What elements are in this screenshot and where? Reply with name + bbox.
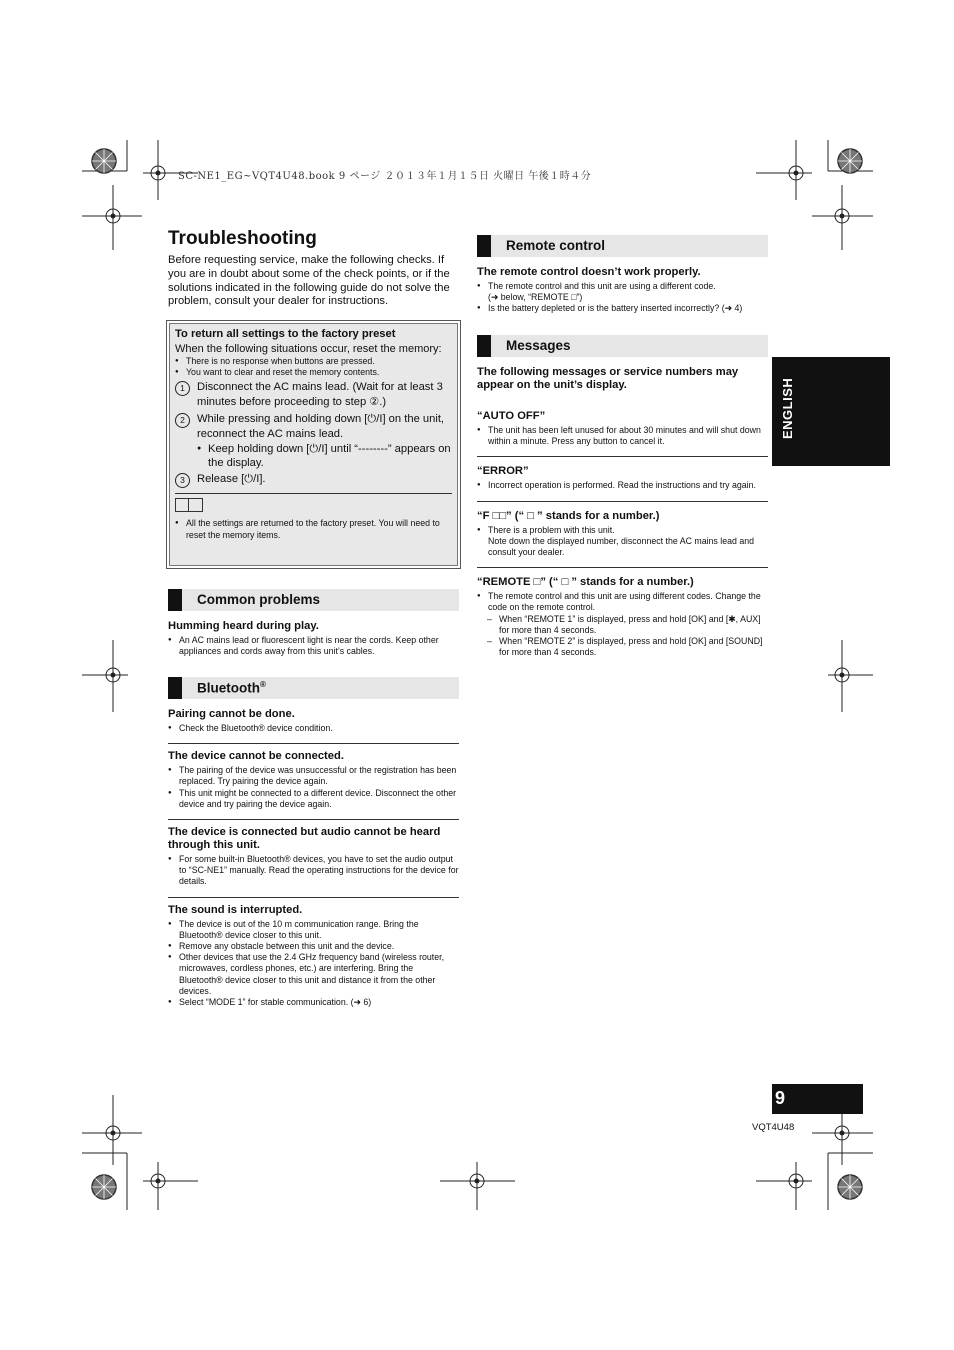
factory-bullet: ● You want to clear and reset the memory contents.: [175, 367, 452, 378]
page-number-box: [772, 1084, 863, 1114]
answer: ● The remote control and this unit are using different codes. Change the code on the remote control.: [477, 591, 768, 613]
question: The remote control doesn’t work properly.: [477, 266, 701, 278]
divider: [477, 456, 768, 457]
answer: ● The unit has been left unused for about 30 minutes and will shut down within a minute. Press any button to cancel it.: [477, 425, 768, 447]
divider: [175, 493, 452, 494]
section-header-remote-control: Remote control: [477, 235, 768, 257]
factory-reset-title: To return all settings to the factory preset: [175, 328, 396, 340]
message-code: “ERROR”: [477, 465, 529, 478]
answer: ● The device is out of the 10 m communication range. Bring the Bluetooth® device closer to this unit.: [168, 919, 459, 941]
factory-step-2-sub: ● Keep holding down [⏻/I] until “--------” appears on the display.: [197, 442, 452, 470]
divider: [168, 819, 459, 820]
answer: ● For some built-in Bluetooth® devices, you have to set the audio output to “SC-NE1” manually. Read the operating instructions for the device for details.: [168, 854, 459, 888]
answer: ● Check the Bluetooth® device condition.: [168, 723, 459, 734]
section-header-messages: Messages: [477, 335, 768, 357]
answer: ● Other devices that use the 2.4 GHz frequency band (wireless router, microwaves, cordless phones, etc.) are interfering. Bring the Bluetooth® device closer to this unit and distance it from the other devices.: [168, 952, 459, 997]
page-title: Troubleshooting: [168, 228, 317, 249]
message-code: “F □□” (“ □ ” stands for a number.): [477, 509, 660, 522]
answer: ● Select “MODE 1” for stable communication. (➜ 6): [168, 997, 459, 1008]
language-tab-label: ENGLISH: [780, 377, 795, 439]
divider: [477, 501, 768, 502]
divider: [168, 897, 459, 898]
factory-reset-lead: When the following situations occur, reset the memory:: [175, 343, 442, 355]
intro-paragraph: Before requesting service, make the following checks. If you are in doubt about some of the check points, or if the solutions indicated in the following guide do not solve the problem, consult your dealer for instructions.: [168, 254, 450, 308]
factory-reset-box: [166, 320, 461, 569]
section-header-bluetooth: Bluetooth®: [168, 677, 459, 699]
remote-control-content: [477, 266, 768, 315]
answer: ● An AC mains lead or fluorescent light is near the cords. Keep other appliances and cords away from this unit’s cables.: [168, 635, 459, 657]
factory-bullet: ● There is no response when buttons are pressed.: [175, 356, 452, 367]
bluetooth-content: [168, 708, 459, 1008]
factory-note: ● All the settings are returned to the factory preset. You will need to reset the memory items.: [175, 518, 452, 540]
question: Humming heard during play.: [168, 620, 319, 632]
common-problems-content: [168, 620, 459, 657]
answer: ● There is a problem with this unit. Note down the displayed number, disconnect the AC mains lead and consult your dealer.: [477, 525, 768, 559]
message-code: “AUTO OFF”: [477, 410, 546, 422]
question: The sound is interrupted.: [168, 903, 303, 916]
message-code: “REMOTE □” (“ □ ” stands for a number.): [477, 576, 694, 589]
answer: ● Incorrect operation is performed. Read the instructions and try again.: [477, 480, 768, 491]
messages-content: [477, 366, 768, 658]
question: Pairing cannot be done.: [168, 708, 295, 720]
answer: ● This unit might be connected to a different device. Disconnect the other device and try pairing the device again.: [168, 788, 459, 810]
answer: ● Remove any obstacle between this unit and the device.: [168, 941, 459, 952]
factory-step-1: 1 Disconnect the AC mains lead. (Wait for at least 3 minutes before proceeding to step ②.): [175, 380, 452, 410]
answer: ● The remote control and this unit are using a different code. (➜ below, “REMOTE □”): [477, 281, 768, 303]
language-tab: [772, 357, 890, 466]
answer-detail: – When “REMOTE 2” is displayed, press and hold [OK] and [SOUND] for more than 4 seconds.: [477, 636, 768, 658]
factory-step-2: 2 While pressing and holding down [⏻/I] on the unit, reconnect the AC mains lead.: [175, 412, 452, 442]
question: The device is connected but audio cannot be heard through this unit.: [168, 826, 441, 852]
messages-lead: The following messages or service numbers may appear on the unit’s display.: [477, 366, 739, 391]
answer-detail: – When “REMOTE 1” is displayed, press and hold [OK] and [✱, AUX] for more than 4 seconds.: [477, 614, 768, 636]
divider: [168, 743, 459, 744]
question: The device cannot be connected.: [168, 750, 344, 763]
factory-step-3: 3 Release [⏻/I].: [175, 472, 452, 487]
answer: ● The pairing of the device was unsuccessful or the registration has been replaced. Try pairing the device again.: [168, 765, 459, 787]
document-code: VQT4U48: [752, 1122, 795, 1133]
print-header: SC-NE1_EG~VQT4U48.book 9 ページ ２０１３年１月１５日 火曜日 午後１時４分: [178, 171, 592, 182]
page-number: 9: [775, 1088, 786, 1108]
section-header-common-problems: Common problems: [168, 589, 459, 611]
book-note-icon: [175, 498, 203, 512]
answer: ● Is the battery depleted or is the battery inserted incorrectly? (➜ 4): [477, 303, 768, 314]
divider: [477, 567, 768, 568]
